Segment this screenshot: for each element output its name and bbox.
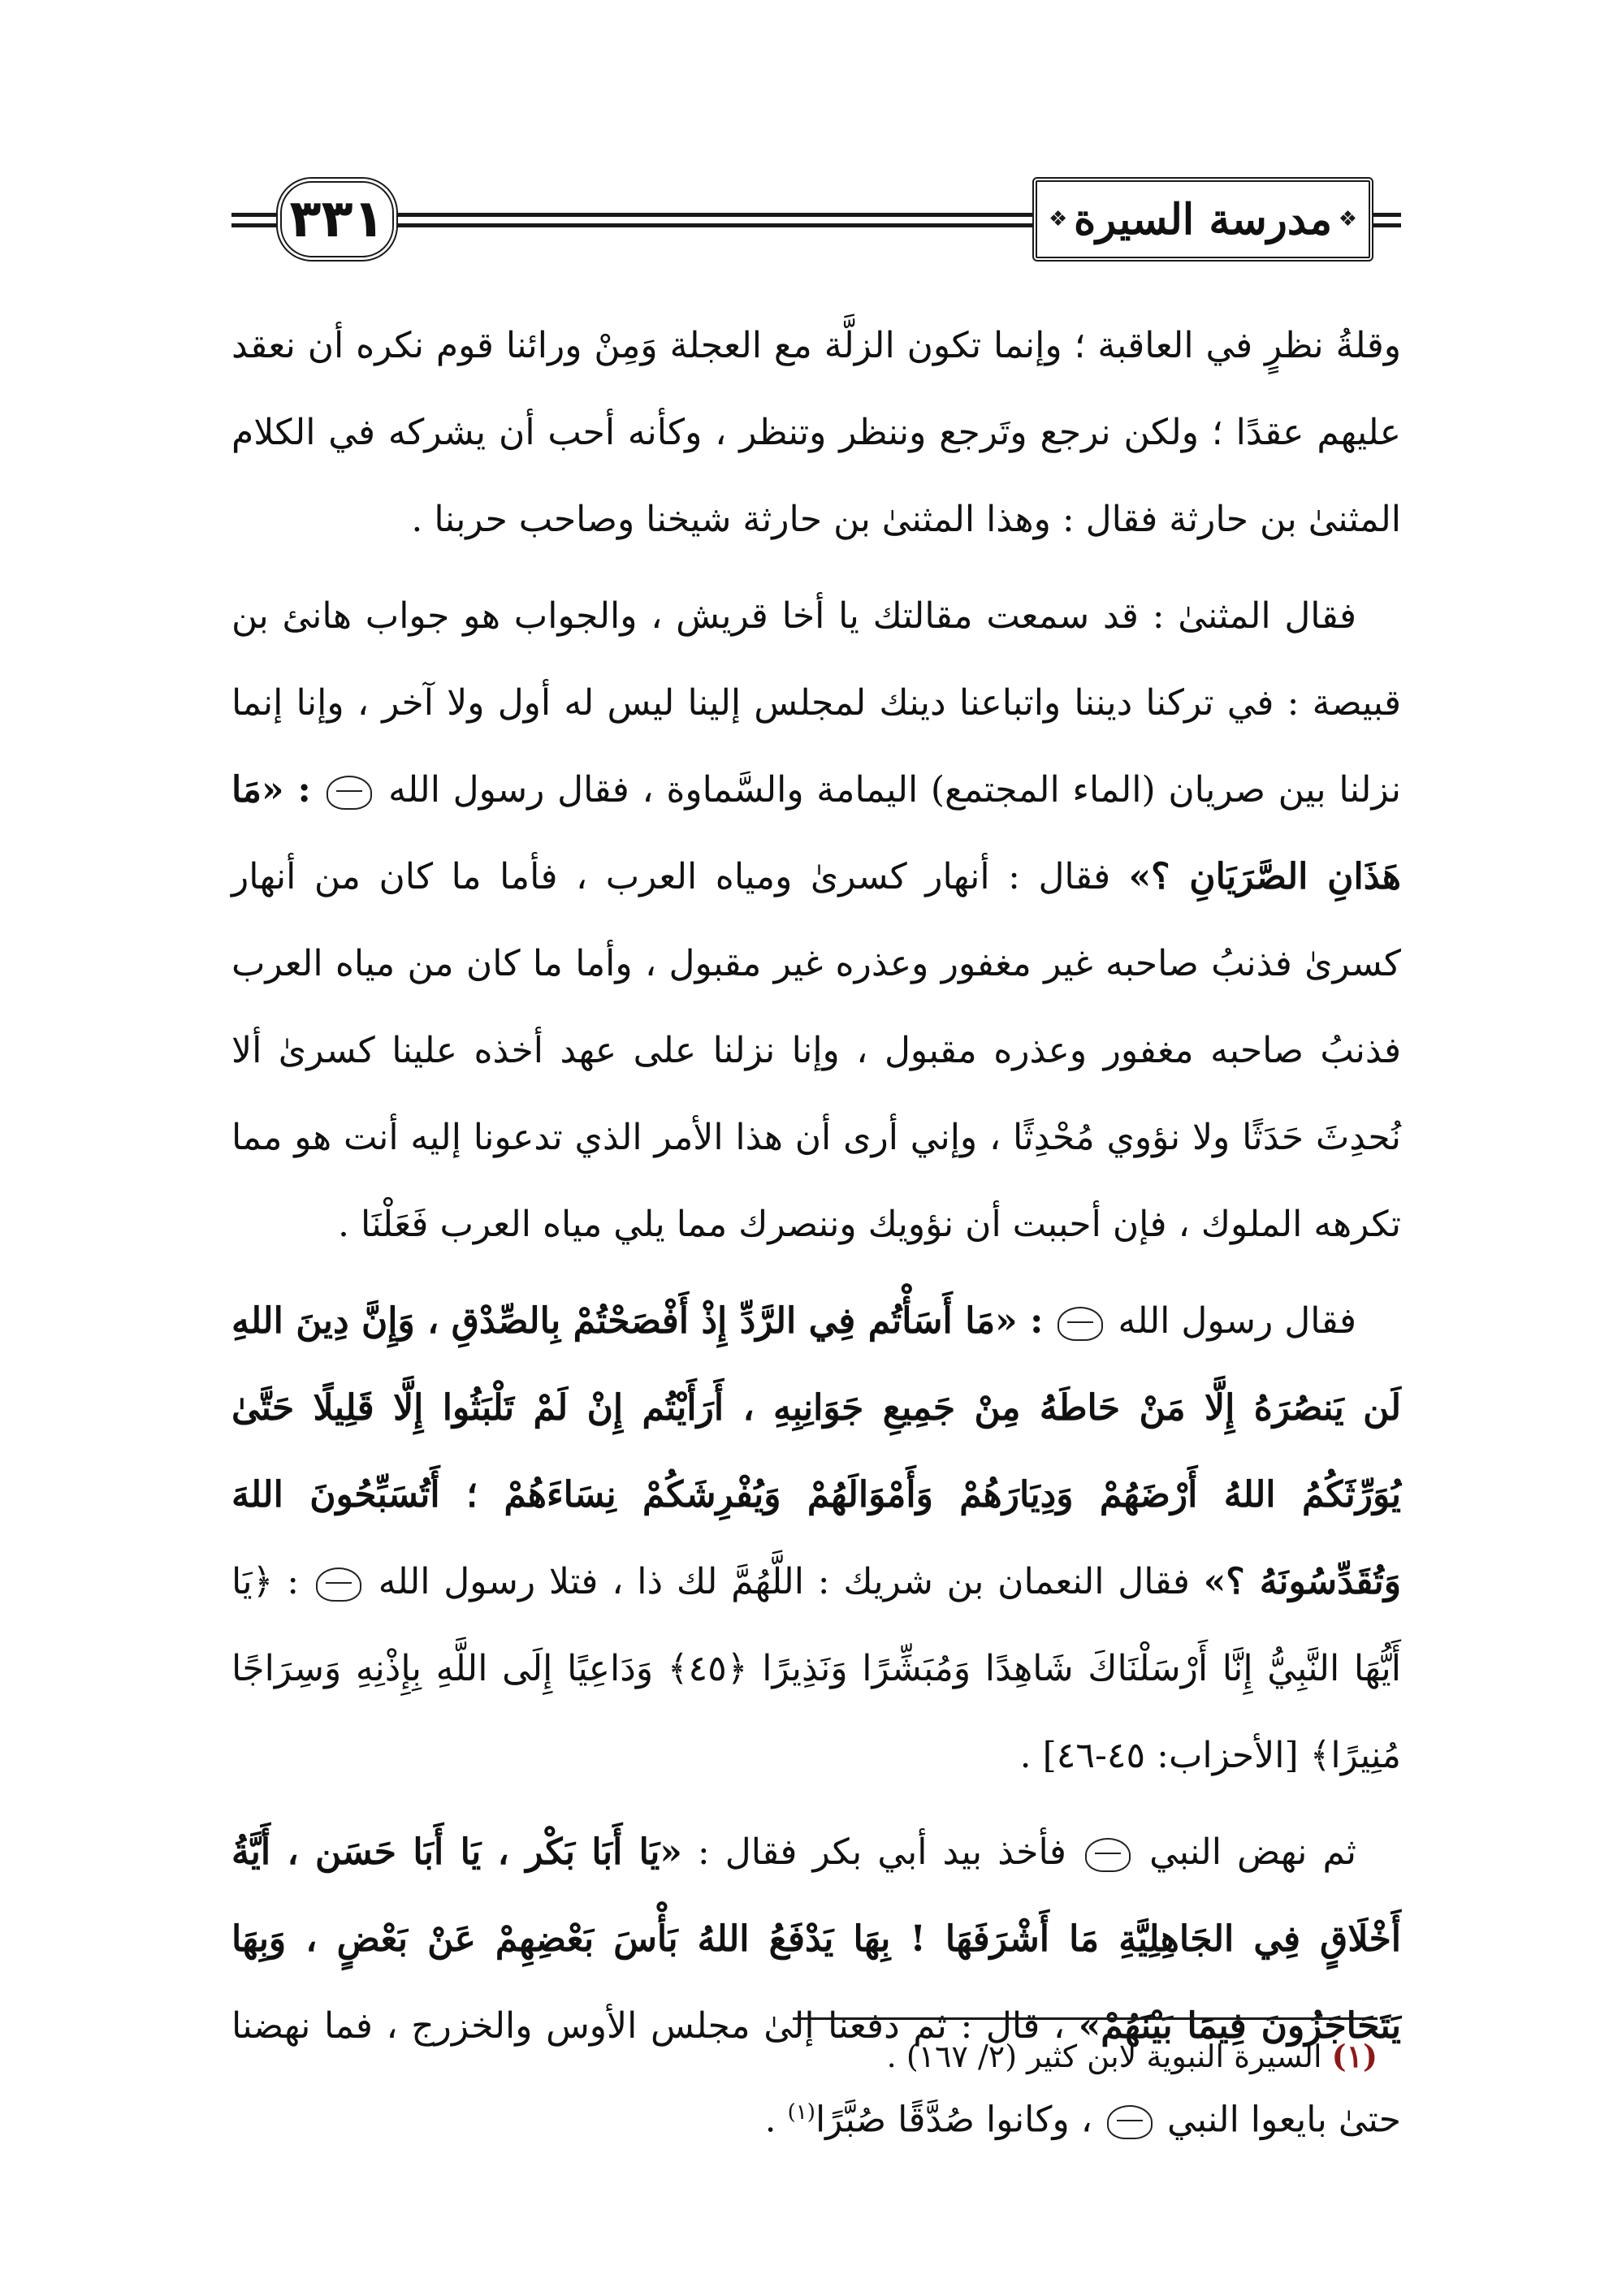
footnote	[208, 2032, 1378, 2081]
text-segment: فقال المثنىٰ : قد سمعت مقالتك يا أخا قريش ، والجواب هو جواب هانئ بن قبيصة : في تركنا ديننا واتباعنا دينك لمجلس إلينا ليس له أول ولا آخر ، وإنا إنما نزلنا بين صريان (الماء المجتمع) اليمامة والسَّماوة ، فقال رسول الله	[231, 595, 1401, 811]
page-number-frame	[276, 177, 398, 262]
salawat-icon	[316, 1567, 361, 1602]
text-segment: فقال النعمان بن شريك : اللَّهُمَّ لك ذا ، فتلا رسول الله	[378, 1561, 1204, 1602]
footnote-text: السيرة النبوية لابن كثير (٢/ ١٦٧) .	[886, 2039, 1332, 2074]
salawat-icon	[327, 776, 372, 810]
page-header	[0, 0, 1609, 292]
text-segment: ثم نهض النبي	[1149, 1831, 1356, 1873]
text-segment: ، وكانوا صُدَّقًا صُبَّرًا	[815, 2099, 1092, 2141]
text-segment: فقال : أنهار كسرىٰ ومياه العرب ، فأما ما كان من أنهار كسرىٰ فذنبُ صاحبه غير مغفور وعذره غير مقبول ، وأما ما كان من مياه العرب فذنبُ صاحبه مغفور وعذره مقبول ، وإنا نزلنا على عهد أخذه علينا كسرىٰ ألا نُحدِثَ حَدَثًا ولا نؤوي مُحْدِثًا ، وإني أرى أن هذا الأمر الذي تدعونا إليه أنت هو مما تكرهه الملوك ، فإن أحببت أن نؤويك وننصرك مما يلي مياه العرب فَعَلْنَا .	[231, 856, 1401, 1245]
text-segment: : ﴿يَا أَيُّهَا النَّبِيُّ إِنَّا أَرْسَلْنَاكَ شَاهِدًا وَمُبَشِّرًا وَنَذِيرًا ﴿٤٥﴾ وَدَاعِيًا إِلَى اللَّهِ بِإِذْنِهِ وَسِرَاجًا مُنِيرًا﴾ [الأحزاب: ٤٥-٤٦] .	[231, 1561, 1401, 1776]
quoted-hadith: «يَا أَبَا بَكْر ، يَا أَبَا حَسَن ، أَيَّةُ أَخْلَاقٍ فِي الجَاهِلِيَّةِ مَا أَشْرَفَهَا ! بِهَا يَدْفَعُ اللهُ بَأْسَ بَعْضِهِمْ عَنْ بَعْضٍ ، وَبِهَا يَتَحَاجَزُونَ فِيمَا بَيْنَهُمْ»	[231, 1831, 1401, 2047]
text-segment: .	[764, 2099, 788, 2141]
ornament-icon: ❖	[1338, 207, 1357, 231]
paragraph	[231, 573, 1401, 1268]
ornament-icon: ❖	[1049, 207, 1068, 231]
salawat-icon	[1085, 1838, 1131, 1872]
book-title: مدرسة السيرة	[1073, 194, 1333, 244]
page-number: ٣٣١	[289, 189, 385, 249]
text-segment: فأخذ بيد أبي بكر فقال :	[681, 1831, 1066, 1873]
text-segment: ، قال : ثم دفعنا إلىٰ مجلس الأوس والخزرج ، فما نهضنا حتىٰ بايعوا النبي	[231, 2005, 1401, 2141]
text-segment: فقال رسول الله	[1118, 1300, 1356, 1342]
paragraph	[231, 1809, 1401, 2164]
page-body	[231, 302, 1401, 2164]
book-title-frame	[1032, 177, 1373, 262]
salawat-icon	[1058, 1307, 1103, 1341]
text-segment: وقلةُ نظرٍ في العاقبة ؛ وإنما تكون الزلَّة مع العجلة وَمِنْ ورائنا قوم نكره أن نعقد عليهم عقدًا ؛ ولكن نرجع وتَرجع وننظر وتنظر ، وكأنه أحب أن يشركه في الكلام المثنىٰ بن حارثة فقال : وهذا المثنىٰ بن حارثة شيخنا وصاحب حربنا .	[231, 325, 1401, 540]
quoted-hadith: : «مَا أَسَأْتُم فِي الرَّدِّ إِذْ أَفْصَحْتُمْ بِالصِّدْقِ ، وَإِنَّ دِينَ اللهِ لَن يَنصُرَهُ إِلَّا مَنْ حَاطَهُ مِنْ جَمِيعِ جَوَانِبِهِ ، أَرَأَيْتُم إِنْ لَمْ تَلْبَثُوا إِلَّا قَلِيلًا حَتَّىٰ يُوَرِّثَكُمُ اللهُ أَرْضَهُمْ وَدِيَارَهُمْ وَأَمْوَالَهُمْ وَيُفْرِشَكُمْ نِسَاءَهُمْ ؛ أَتُسَبِّحُونَ اللهَ وَتُقَدِّسُونَهُ ؟»	[231, 1300, 1402, 1602]
footnote-number: (١)	[1331, 2038, 1378, 2074]
footnote-reference[interactable]: (١)	[787, 2100, 815, 2125]
paragraph	[231, 1278, 1401, 1799]
paragraph	[231, 302, 1401, 563]
footnote-separator	[793, 2017, 1378, 2020]
salawat-icon	[1107, 2105, 1153, 2139]
quoted-hadith: : «مَا هَذَانِ الصَّرَيَانِ ؟»	[231, 769, 1402, 897]
